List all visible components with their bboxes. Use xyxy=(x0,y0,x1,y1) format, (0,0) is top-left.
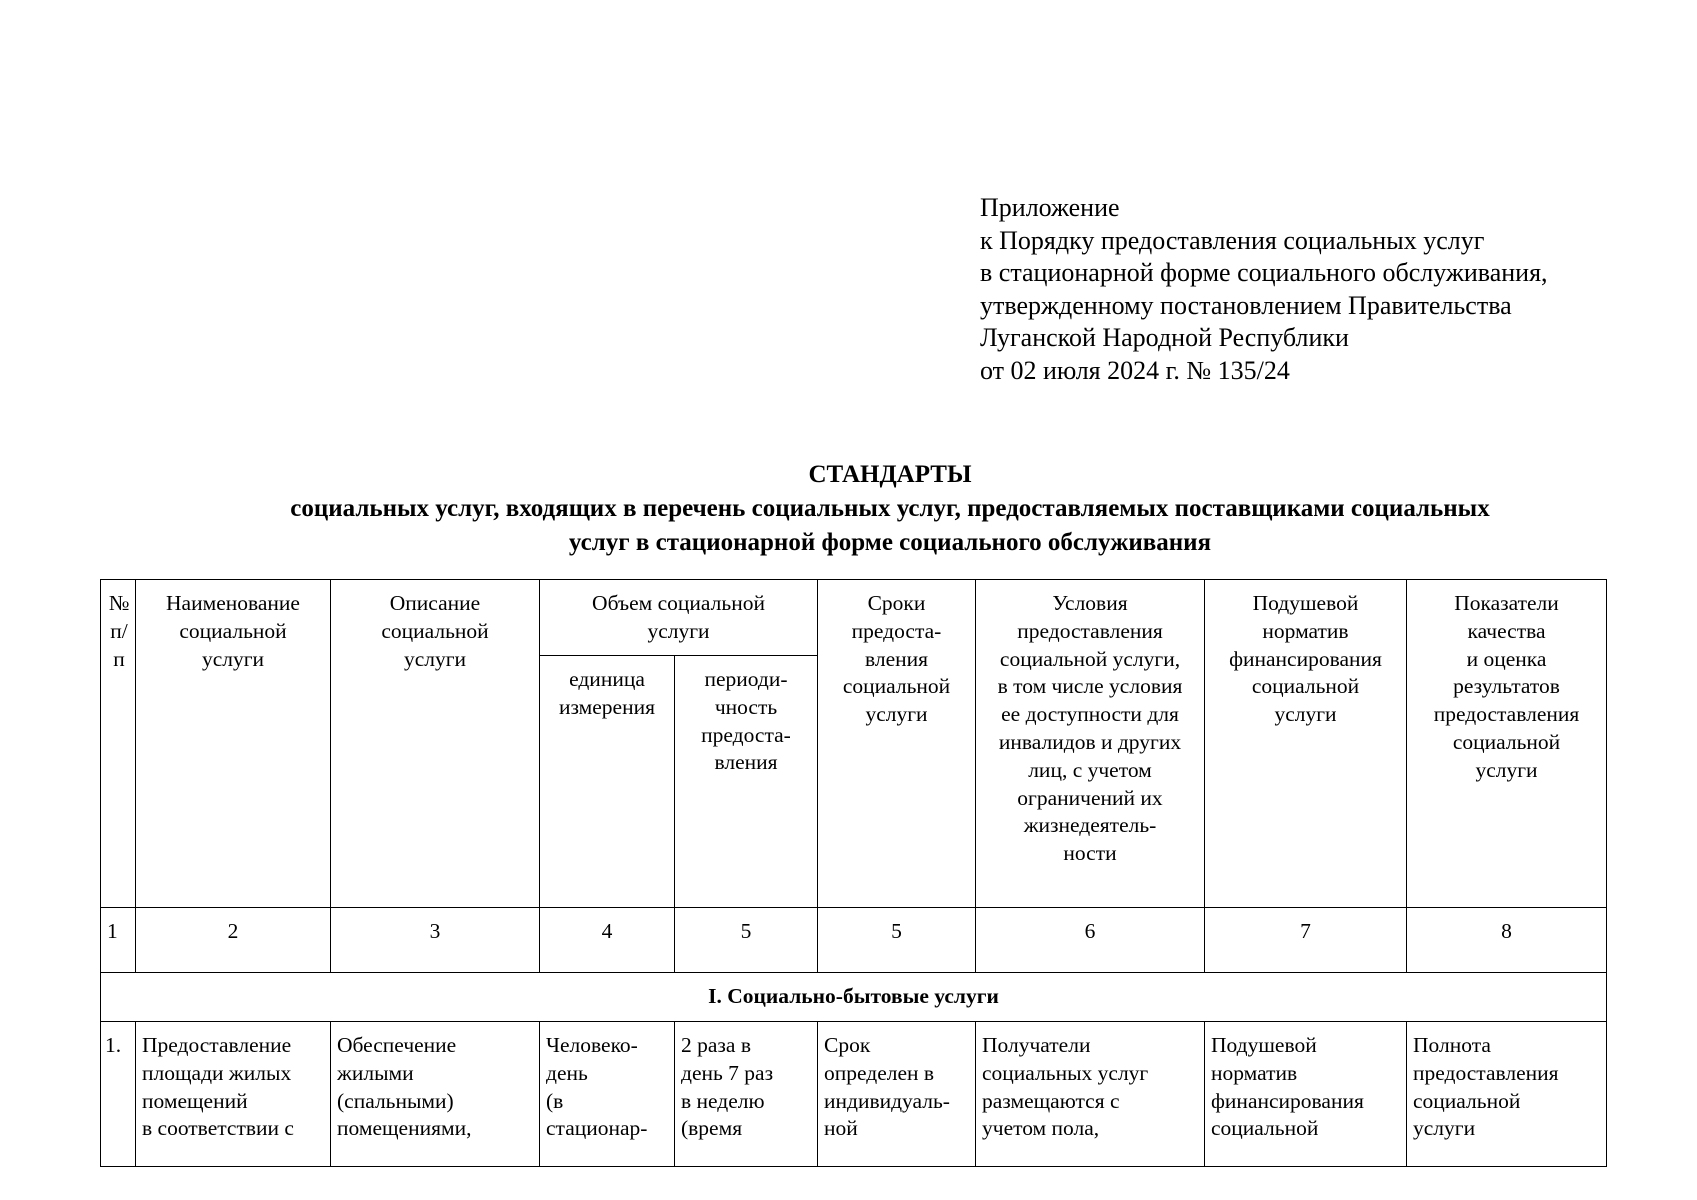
column-number: 7 xyxy=(1205,908,1407,973)
column-numbers-row xyxy=(101,908,1607,973)
header-financing: Подушевой норматив финансирования социальной услуги xyxy=(1205,580,1407,908)
annex-line: утвержденному постановлением Правительства xyxy=(980,290,1512,320)
row-name: Предоставление площади жилых помещений в соответствии с xyxy=(136,1022,331,1167)
document-subtitle-line: социальных услуг, входящих в перечень социальных услуг, предоставляемых поставщиками социальных xyxy=(290,495,1490,522)
column-number: 3 xyxy=(331,908,540,973)
row-terms: Срок определен в индивидуаль- ной xyxy=(818,1022,976,1167)
column-number: 5 xyxy=(675,908,818,973)
row-periodicity: 2 раза в день 7 раз в неделю (время xyxy=(675,1022,818,1167)
section-title: I. Социально-бытовые услуги xyxy=(101,973,1607,1022)
row-unit: Человеко- день (в стационар- xyxy=(540,1022,675,1167)
annex-line: к Порядку предоставления социальных услуг xyxy=(980,225,1485,255)
section-row xyxy=(101,973,1607,1022)
document-heading xyxy=(180,458,1600,560)
document-title: СТАНДАРТЫ xyxy=(808,461,972,488)
header-periodicity: периоди- чность предоста- вления xyxy=(675,656,818,908)
column-number: 4 xyxy=(540,908,675,973)
document-subtitle-line: услуг в стационарной форме социального обслуживания xyxy=(568,529,1212,556)
annex-line: от 02 июля 2024 г. № 135/24 xyxy=(980,355,1290,385)
column-number: 1 xyxy=(101,908,136,973)
header-row-1 xyxy=(101,580,1607,656)
header-quality: Показатели качества и оценка результатов предоставления социальной услуги xyxy=(1407,580,1607,908)
row-quality: Полнота предоставления социальной услуги xyxy=(1407,1022,1607,1167)
header-name: Наименование социальной услуги xyxy=(136,580,331,908)
annex-line: в стационарной форме социального обслуживания, xyxy=(980,258,1548,288)
annex-block xyxy=(980,192,1548,388)
row-number: 1. xyxy=(101,1022,136,1167)
column-number: 5 xyxy=(818,908,976,973)
header-num: № п/ п xyxy=(101,580,136,908)
header-unit: единица измерения xyxy=(540,656,675,908)
header-terms: Сроки предоста- вления социальной услуги xyxy=(818,580,976,908)
row-description: Обеспечение жилыми (спальными) помещениями, xyxy=(331,1022,540,1167)
table-row xyxy=(101,1022,1607,1167)
annex-line: Луганской Народной Республики xyxy=(980,323,1349,353)
header-conditions: Условия предоставления социальной услуги, в том числе условия ее доступности для инвалидов и других лиц, с учетом ограничений их жизнедеятель- ности xyxy=(976,580,1205,908)
column-number: 6 xyxy=(976,908,1205,973)
row-financing: Подушевой норматив финансирования социальной xyxy=(1205,1022,1407,1167)
header-volume: Объем социальной услуги xyxy=(540,580,818,656)
header-description: Описание социальной услуги xyxy=(331,580,540,908)
row-conditions: Получатели социальных услуг размещаются с учетом пола, xyxy=(976,1022,1205,1167)
standards-table xyxy=(100,579,1607,1167)
column-number: 8 xyxy=(1407,908,1607,973)
annex-line: Приложение xyxy=(980,193,1120,222)
column-number: 2 xyxy=(136,908,331,973)
